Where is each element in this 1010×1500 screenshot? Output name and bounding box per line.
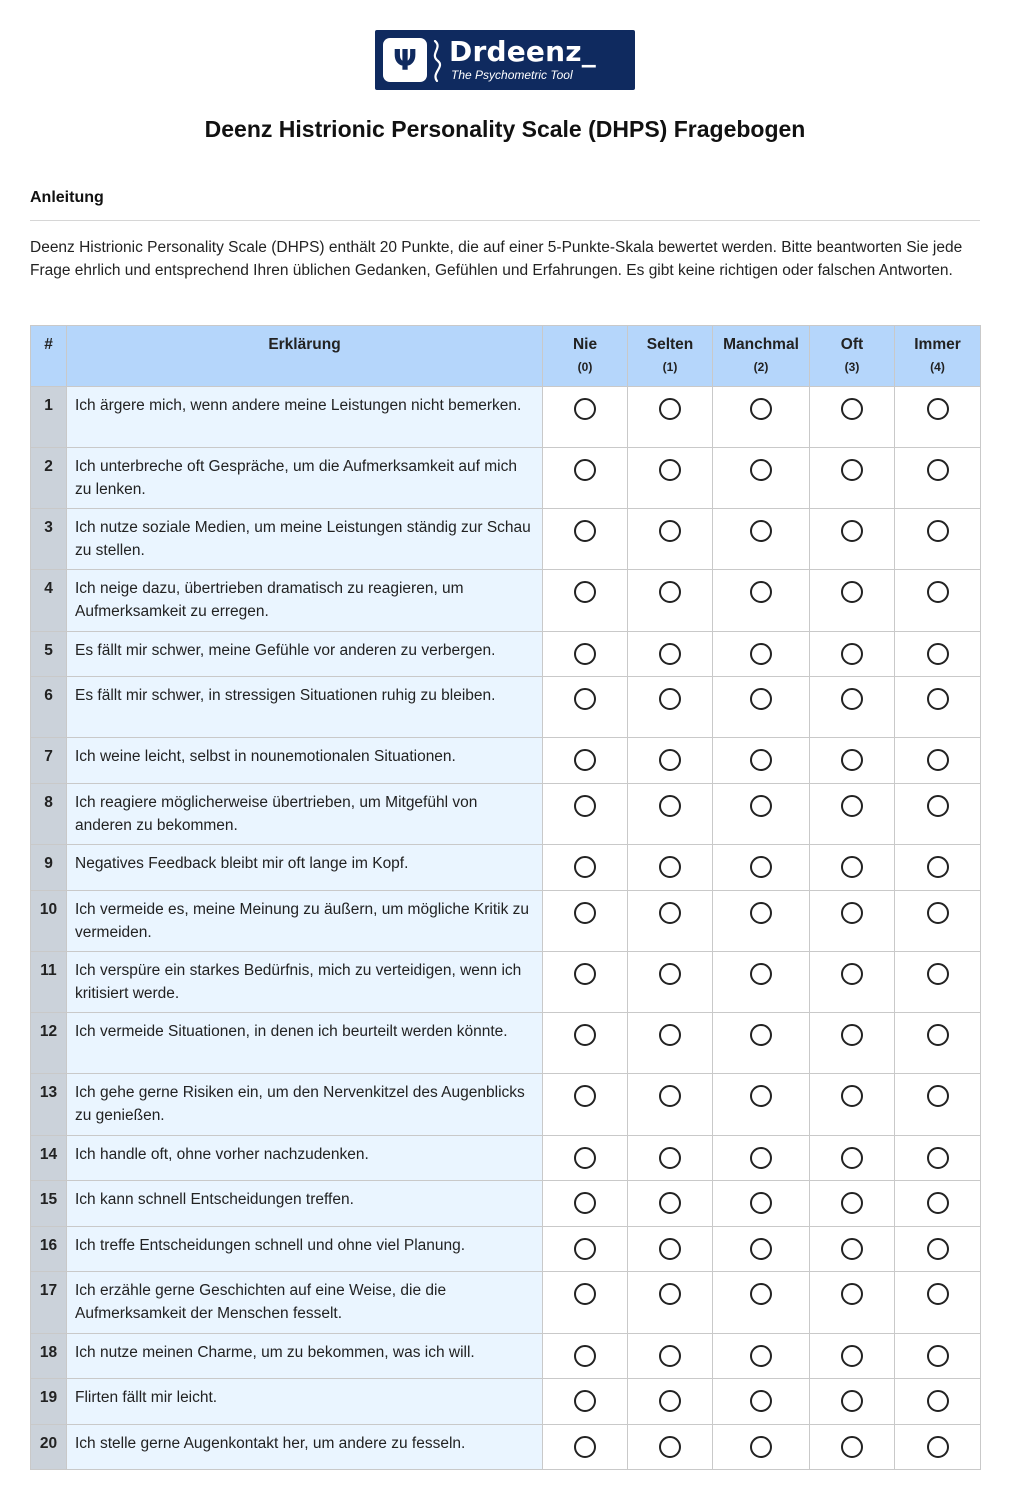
- question-statement: Ich nutze meinen Charme, um zu bekommen, was ich will.: [67, 1334, 543, 1379]
- option-cell-oft: [810, 1379, 895, 1425]
- question-number: 10: [31, 891, 67, 952]
- option-cell-selten: [628, 1425, 713, 1470]
- option-cell-immer: [895, 891, 981, 952]
- radio-immer[interactable]: [927, 581, 949, 603]
- table-row: [31, 952, 981, 1013]
- option-cell-nie: [543, 845, 628, 891]
- table-row: [31, 448, 981, 509]
- radio-manchmal[interactable]: [750, 459, 772, 481]
- option-cell-nie: [543, 1379, 628, 1425]
- question-statement: Flirten fällt mir leicht.: [67, 1379, 543, 1425]
- radio-immer[interactable]: [927, 643, 949, 665]
- question-number: 14: [31, 1136, 67, 1181]
- radio-manchmal[interactable]: [750, 963, 772, 985]
- question-number: 16: [31, 1227, 67, 1272]
- radio-selten[interactable]: [659, 1192, 681, 1214]
- radio-oft[interactable]: [841, 1345, 863, 1367]
- option-cell-oft: [810, 448, 895, 509]
- question-number: 8: [31, 784, 67, 845]
- radio-selten[interactable]: [659, 795, 681, 817]
- option-cell-manchmal: [713, 1013, 810, 1074]
- radio-oft[interactable]: [841, 459, 863, 481]
- instructions-text: Deenz Histrionic Personality Scale (DHPS) enthält 20 Punkte, die auf einer 5-Punkte-Skala bewertet werden. Bitte beantworten Sie jede Frage ehrlich und entsprechend Ihren üblichen Gedanken, Gefühlen und Erfahrungen. Es gibt keine richtigen oder falschen Antworten.: [30, 239, 963, 279]
- header-option-immer: Immer (4): [895, 326, 981, 387]
- question-number: 9: [31, 845, 67, 891]
- option-cell-nie: [543, 1425, 628, 1470]
- option-cell-immer: [895, 1181, 981, 1227]
- option-cell-manchmal: [713, 1379, 810, 1425]
- question-statement: Ich stelle gerne Augenkontakt her, um andere zu fesseln.: [67, 1425, 543, 1470]
- radio-manchmal[interactable]: [750, 398, 772, 420]
- option-cell-oft: [810, 1425, 895, 1470]
- header-number: #: [31, 326, 67, 387]
- question-number: 3: [31, 509, 67, 570]
- question-statement: Ich treffe Entscheidungen schnell und ohne viel Planung.: [67, 1227, 543, 1272]
- option-cell-oft: [810, 1013, 895, 1074]
- radio-nie[interactable]: [574, 902, 596, 924]
- option-cell-selten: [628, 509, 713, 570]
- radio-oft[interactable]: [841, 1147, 863, 1169]
- option-cell-manchmal: [713, 1227, 810, 1272]
- option-cell-oft: [810, 1074, 895, 1136]
- option-cell-nie: [543, 509, 628, 570]
- option-cell-selten: [628, 845, 713, 891]
- option-cell-selten: [628, 1379, 713, 1425]
- radio-selten[interactable]: [659, 459, 681, 481]
- question-number: 13: [31, 1074, 67, 1136]
- radio-oft[interactable]: [841, 963, 863, 985]
- radio-selten[interactable]: [659, 688, 681, 710]
- question-number: 7: [31, 738, 67, 784]
- radio-selten[interactable]: [659, 520, 681, 542]
- radio-selten[interactable]: [659, 1436, 681, 1458]
- radio-manchmal[interactable]: [750, 902, 772, 924]
- radio-oft[interactable]: [841, 1283, 863, 1305]
- section-divider: [30, 220, 980, 221]
- radio-immer[interactable]: [927, 1192, 949, 1214]
- option-cell-selten: [628, 1272, 713, 1334]
- logo-tagline: The Psychometric Tool: [451, 68, 573, 82]
- option-cell-oft: [810, 387, 895, 448]
- option-cell-oft: [810, 1227, 895, 1272]
- question-statement: Ich erzähle gerne Geschichten auf eine Weise, die die Aufmerksamkeit der Menschen fesselt.: [67, 1272, 543, 1334]
- option-cell-selten: [628, 1013, 713, 1074]
- question-statement: Ich vermeide Situationen, in denen ich beurteilt werden könnte.: [67, 1013, 543, 1074]
- question-number: 5: [31, 632, 67, 677]
- option-cell-immer: [895, 845, 981, 891]
- option-cell-nie: [543, 1227, 628, 1272]
- option-cell-selten: [628, 891, 713, 952]
- question-statement: Ich kann schnell Entscheidungen treffen.: [67, 1181, 543, 1227]
- option-cell-immer: [895, 1379, 981, 1425]
- radio-manchmal[interactable]: [750, 1192, 772, 1214]
- header-option-nie: Nie (0): [543, 326, 628, 387]
- question-statement: Ich vermeide es, meine Meinung zu äußern, um mögliche Kritik zu vermeiden.: [67, 891, 543, 952]
- radio-nie[interactable]: [574, 1024, 596, 1046]
- option-cell-selten: [628, 952, 713, 1013]
- option-cell-manchmal: [713, 891, 810, 952]
- table-row: [31, 677, 981, 738]
- radio-nie[interactable]: [574, 1147, 596, 1169]
- radio-immer[interactable]: [927, 963, 949, 985]
- header-statement: Erklärung: [67, 326, 543, 387]
- radio-oft[interactable]: [841, 856, 863, 878]
- radio-selten[interactable]: [659, 398, 681, 420]
- radio-nie[interactable]: [574, 856, 596, 878]
- option-cell-manchmal: [713, 677, 810, 738]
- option-cell-nie: [543, 952, 628, 1013]
- radio-oft[interactable]: [841, 749, 863, 771]
- radio-nie[interactable]: [574, 1390, 596, 1412]
- option-cell-selten: [628, 738, 713, 784]
- radio-oft[interactable]: [841, 398, 863, 420]
- option-cell-manchmal: [713, 387, 810, 448]
- table-row: [31, 1136, 981, 1181]
- radio-selten[interactable]: [659, 1085, 681, 1107]
- radio-nie[interactable]: [574, 795, 596, 817]
- radio-manchmal[interactable]: [750, 688, 772, 710]
- radio-immer[interactable]: [927, 902, 949, 924]
- option-cell-oft: [810, 784, 895, 845]
- radio-oft[interactable]: [841, 520, 863, 542]
- table-row: [31, 387, 981, 448]
- option-cell-manchmal: [713, 570, 810, 632]
- option-cell-oft: [810, 1181, 895, 1227]
- radio-nie[interactable]: [574, 963, 596, 985]
- option-cell-immer: [895, 1272, 981, 1334]
- question-number: 11: [31, 952, 67, 1013]
- radio-selten[interactable]: [659, 963, 681, 985]
- radio-oft[interactable]: [841, 902, 863, 924]
- table-row: [31, 1074, 981, 1136]
- radio-nie[interactable]: [574, 1085, 596, 1107]
- option-cell-manchmal: [713, 1181, 810, 1227]
- option-cell-nie: [543, 891, 628, 952]
- option-cell-immer: [895, 738, 981, 784]
- radio-selten[interactable]: [659, 1238, 681, 1260]
- table-row: [31, 784, 981, 845]
- option-cell-selten: [628, 448, 713, 509]
- option-cell-nie: [543, 1181, 628, 1227]
- option-cell-oft: [810, 891, 895, 952]
- option-cell-oft: [810, 1136, 895, 1181]
- option-cell-nie: [543, 570, 628, 632]
- questionnaire-table: [30, 325, 981, 1470]
- radio-manchmal[interactable]: [750, 1436, 772, 1458]
- question-statement: Negatives Feedback bleibt mir oft lange im Kopf.: [67, 845, 543, 891]
- header-option-selten: Selten (1): [628, 326, 713, 387]
- option-cell-oft: [810, 845, 895, 891]
- option-cell-selten: [628, 1074, 713, 1136]
- question-number: 15: [31, 1181, 67, 1227]
- radio-oft[interactable]: [841, 688, 863, 710]
- radio-oft[interactable]: [841, 1238, 863, 1260]
- radio-immer[interactable]: [927, 1345, 949, 1367]
- radio-immer[interactable]: [927, 1238, 949, 1260]
- option-cell-nie: [543, 738, 628, 784]
- option-cell-nie: [543, 1272, 628, 1334]
- table-row: [31, 1181, 981, 1227]
- radio-oft[interactable]: [841, 1085, 863, 1107]
- option-cell-selten: [628, 570, 713, 632]
- option-cell-nie: [543, 632, 628, 677]
- radio-oft[interactable]: [841, 1390, 863, 1412]
- radio-immer[interactable]: [927, 688, 949, 710]
- radio-selten[interactable]: [659, 1283, 681, 1305]
- option-cell-oft: [810, 738, 895, 784]
- radio-selten[interactable]: [659, 1345, 681, 1367]
- radio-manchmal[interactable]: [750, 856, 772, 878]
- option-cell-nie: [543, 677, 628, 738]
- option-cell-immer: [895, 1227, 981, 1272]
- question-number: 6: [31, 677, 67, 738]
- radio-immer[interactable]: [927, 1085, 949, 1107]
- radio-manchmal[interactable]: [750, 1085, 772, 1107]
- radio-oft[interactable]: [841, 581, 863, 603]
- question-number: 4: [31, 570, 67, 632]
- radio-manchmal[interactable]: [750, 1390, 772, 1412]
- radio-immer[interactable]: [927, 520, 949, 542]
- option-cell-immer: [895, 1425, 981, 1470]
- option-cell-selten: [628, 1136, 713, 1181]
- option-cell-manchmal: [713, 952, 810, 1013]
- option-cell-nie: [543, 387, 628, 448]
- option-cell-oft: [810, 1272, 895, 1334]
- radio-immer[interactable]: [927, 795, 949, 817]
- instructions-heading: Anleitung: [30, 189, 104, 206]
- option-cell-manchmal: [713, 1074, 810, 1136]
- radio-nie[interactable]: [574, 581, 596, 603]
- radio-oft[interactable]: [841, 1436, 863, 1458]
- option-cell-manchmal: [713, 1334, 810, 1379]
- question-number: 20: [31, 1425, 67, 1470]
- table-row: [31, 1379, 981, 1425]
- radio-selten[interactable]: [659, 1147, 681, 1169]
- radio-nie[interactable]: [574, 1283, 596, 1305]
- option-cell-manchmal: [713, 784, 810, 845]
- option-cell-selten: [628, 677, 713, 738]
- question-statement: Ich verspüre ein starkes Bedürfnis, mich zu verteidigen, wenn ich kritisiert werde.: [67, 952, 543, 1013]
- question-statement: Ich unterbreche oft Gespräche, um die Aufmerksamkeit auf mich zu lenken.: [67, 448, 543, 509]
- option-cell-nie: [543, 1334, 628, 1379]
- radio-immer[interactable]: [927, 749, 949, 771]
- question-number: 1: [31, 387, 67, 448]
- radio-manchmal[interactable]: [750, 1345, 772, 1367]
- question-statement: Ich gehe gerne Risiken ein, um den Nervenkitzel des Augenblicks zu genießen.: [67, 1074, 543, 1136]
- radio-immer[interactable]: [927, 1283, 949, 1305]
- logo: [375, 30, 635, 90]
- radio-nie[interactable]: [574, 398, 596, 420]
- wave-icon: [431, 40, 445, 82]
- question-statement: Ich handle oft, ohne vorher nachzudenken.: [67, 1136, 543, 1181]
- option-cell-manchmal: [713, 448, 810, 509]
- radio-oft[interactable]: [841, 1192, 863, 1214]
- table-row: [31, 1425, 981, 1470]
- table-row: [31, 1013, 981, 1074]
- table-row: [31, 1227, 981, 1272]
- radio-nie[interactable]: [574, 1192, 596, 1214]
- radio-oft[interactable]: [841, 643, 863, 665]
- radio-nie[interactable]: [574, 688, 596, 710]
- radio-manchmal[interactable]: [750, 795, 772, 817]
- option-cell-immer: [895, 387, 981, 448]
- option-cell-immer: [895, 784, 981, 845]
- radio-nie[interactable]: [574, 459, 596, 481]
- option-cell-immer: [895, 509, 981, 570]
- option-cell-selten: [628, 632, 713, 677]
- table-row: [31, 845, 981, 891]
- question-number: 19: [31, 1379, 67, 1425]
- radio-manchmal[interactable]: [750, 1238, 772, 1260]
- option-cell-immer: [895, 632, 981, 677]
- question-statement: Ich neige dazu, übertrieben dramatisch zu reagieren, um Aufmerksamkeit zu erregen.: [67, 570, 543, 632]
- radio-immer[interactable]: [927, 1147, 949, 1169]
- question-statement: Es fällt mir schwer, meine Gefühle vor anderen zu verbergen.: [67, 632, 543, 677]
- radio-selten[interactable]: [659, 902, 681, 924]
- option-cell-immer: [895, 448, 981, 509]
- option-cell-manchmal: [713, 509, 810, 570]
- radio-nie[interactable]: [574, 520, 596, 542]
- option-cell-manchmal: [713, 1425, 810, 1470]
- radio-nie[interactable]: [574, 643, 596, 665]
- radio-immer[interactable]: [927, 1024, 949, 1046]
- page-title: Deenz Histrionic Personality Scale (DHPS) Fragebogen: [204, 116, 806, 142]
- question-number: 17: [31, 1272, 67, 1334]
- header-row: [31, 326, 981, 387]
- option-cell-nie: [543, 784, 628, 845]
- option-cell-immer: [895, 1334, 981, 1379]
- option-cell-manchmal: [713, 1136, 810, 1181]
- option-cell-immer: [895, 570, 981, 632]
- radio-immer[interactable]: [927, 1390, 949, 1412]
- option-cell-nie: [543, 1074, 628, 1136]
- table-row: [31, 738, 981, 784]
- option-cell-manchmal: [713, 738, 810, 784]
- radio-nie[interactable]: [574, 1238, 596, 1260]
- question-number: 12: [31, 1013, 67, 1074]
- option-cell-manchmal: [713, 845, 810, 891]
- option-cell-oft: [810, 677, 895, 738]
- radio-nie[interactable]: [574, 1436, 596, 1458]
- option-cell-oft: [810, 632, 895, 677]
- logo-name: Drdeenz_: [449, 35, 596, 68]
- radio-selten[interactable]: [659, 749, 681, 771]
- option-cell-immer: [895, 1136, 981, 1181]
- option-cell-immer: [895, 1074, 981, 1136]
- option-cell-nie: [543, 1013, 628, 1074]
- table-row: [31, 509, 981, 570]
- option-cell-oft: [810, 570, 895, 632]
- option-cell-oft: [810, 1334, 895, 1379]
- table-row: [31, 570, 981, 632]
- radio-manchmal[interactable]: [750, 643, 772, 665]
- psi-icon: Ψ: [383, 38, 427, 82]
- option-cell-selten: [628, 1227, 713, 1272]
- radio-manchmal[interactable]: [750, 520, 772, 542]
- radio-manchmal[interactable]: [750, 1024, 772, 1046]
- option-cell-oft: [810, 509, 895, 570]
- option-cell-nie: [543, 448, 628, 509]
- radio-immer[interactable]: [927, 398, 949, 420]
- radio-selten[interactable]: [659, 581, 681, 603]
- radio-oft[interactable]: [841, 795, 863, 817]
- radio-immer[interactable]: [927, 856, 949, 878]
- table-row: [31, 891, 981, 952]
- radio-selten[interactable]: [659, 856, 681, 878]
- radio-selten[interactable]: [659, 1390, 681, 1412]
- question-number: 18: [31, 1334, 67, 1379]
- radio-manchmal[interactable]: [750, 749, 772, 771]
- table-row: [31, 1272, 981, 1334]
- radio-nie[interactable]: [574, 749, 596, 771]
- radio-manchmal[interactable]: [750, 1147, 772, 1169]
- option-cell-manchmal: [713, 632, 810, 677]
- radio-immer[interactable]: [927, 459, 949, 481]
- option-cell-manchmal: [713, 1272, 810, 1334]
- question-statement: Ich weine leicht, selbst in nounemotionalen Situationen.: [67, 738, 543, 784]
- header-option-oft: Oft (3): [810, 326, 895, 387]
- option-cell-selten: [628, 1181, 713, 1227]
- radio-immer[interactable]: [927, 1436, 949, 1458]
- option-cell-selten: [628, 784, 713, 845]
- table-row: [31, 632, 981, 677]
- question-statement: Ich nutze soziale Medien, um meine Leistungen ständig zur Schau zu stellen.: [67, 509, 543, 570]
- option-cell-immer: [895, 677, 981, 738]
- question-number: 2: [31, 448, 67, 509]
- radio-selten[interactable]: [659, 643, 681, 665]
- option-cell-immer: [895, 1013, 981, 1074]
- radio-selten[interactable]: [659, 1024, 681, 1046]
- radio-nie[interactable]: [574, 1345, 596, 1367]
- option-cell-nie: [543, 1136, 628, 1181]
- option-cell-selten: [628, 387, 713, 448]
- table-row: [31, 1334, 981, 1379]
- option-cell-selten: [628, 1334, 713, 1379]
- radio-manchmal[interactable]: [750, 581, 772, 603]
- question-statement: Ich ärgere mich, wenn andere meine Leistungen nicht bemerken.: [67, 387, 543, 448]
- radio-oft[interactable]: [841, 1024, 863, 1046]
- radio-manchmal[interactable]: [750, 1283, 772, 1305]
- question-statement: Ich reagiere möglicherweise übertrieben, um Mitgefühl von anderen zu bekommen.: [67, 784, 543, 845]
- option-cell-immer: [895, 952, 981, 1013]
- question-statement: Es fällt mir schwer, in stressigen Situationen ruhig zu bleiben.: [67, 677, 543, 738]
- header-option-manchmal: Manchmal (2): [713, 326, 810, 387]
- option-cell-oft: [810, 952, 895, 1013]
